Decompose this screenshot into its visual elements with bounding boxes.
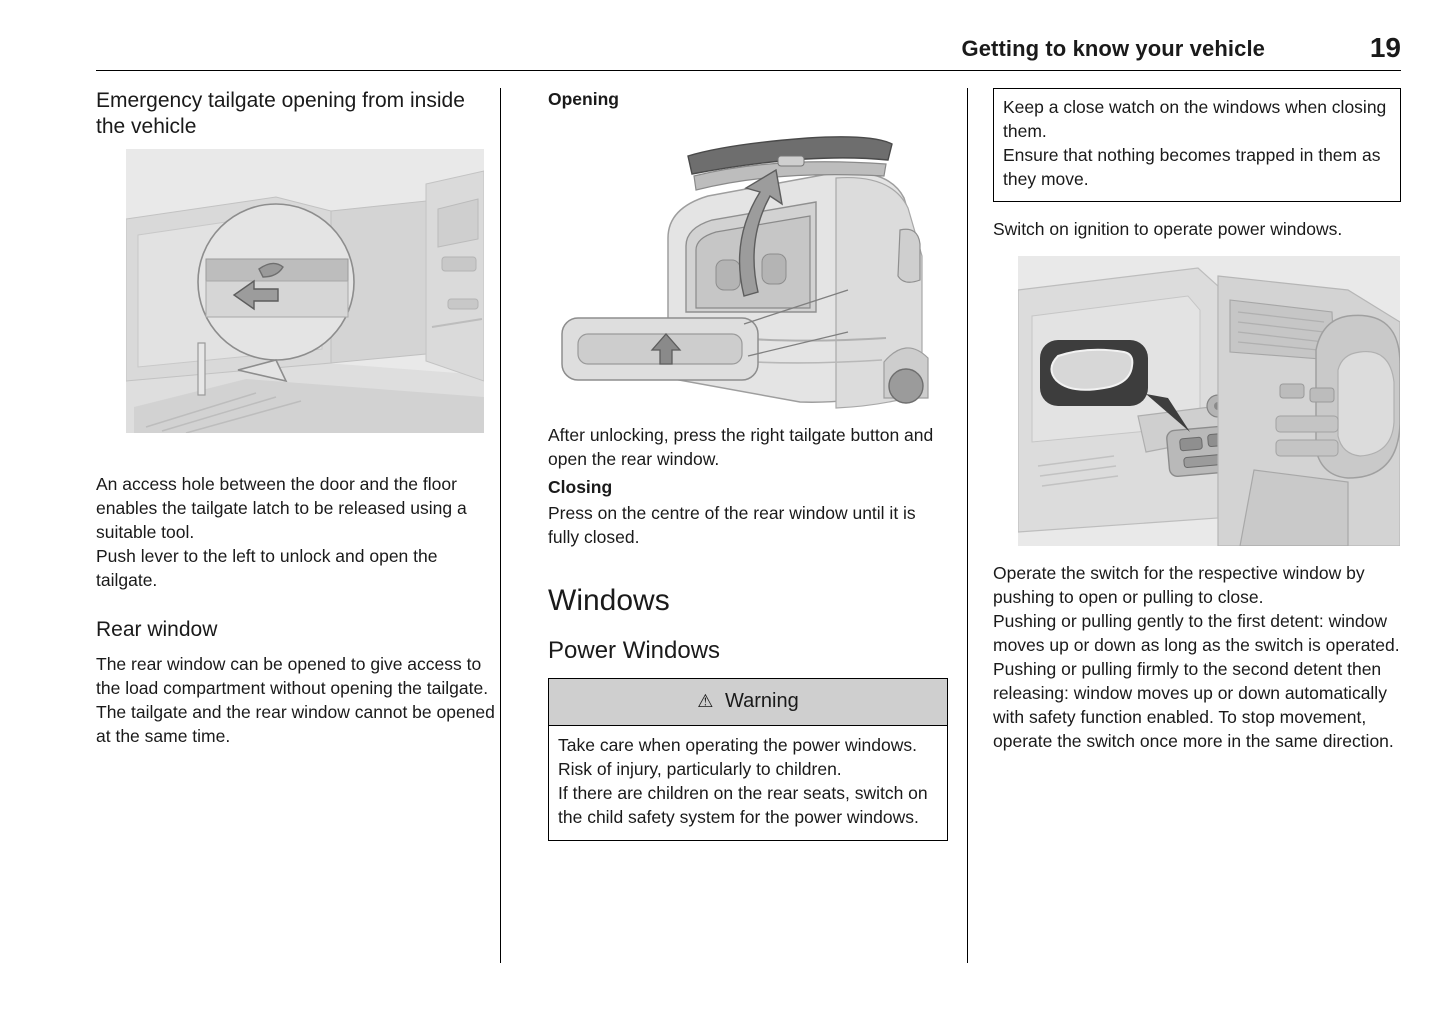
rear-window-opening-illustration-svg	[548, 118, 948, 418]
warning-body	[549, 726, 947, 840]
section-heading-emergency-tailgate: Emergency tailgate opening from inside the vehicle	[96, 89, 465, 138]
paragraph-after-unlocking: After unlocking, press the right tailgate button and open the rear window.	[548, 424, 934, 469]
tailgate-interior-illustration-svg	[126, 149, 484, 433]
subheading-opening: Opening	[548, 89, 619, 109]
warning-paragraph-1: Take care when operating the power windows. Risk of injury, particularly to children.	[558, 735, 917, 780]
page-number: 19	[1369, 32, 1401, 63]
figure-power-window-switch	[1018, 256, 1400, 546]
paragraph-push-lever: Push lever to the left to unlock and open the tailgate.	[96, 546, 438, 591]
paragraph-operate-switch: Operate the switch for the respective window by pushing to open or pulling to close.	[993, 562, 1365, 607]
page-title: Getting to know your vehicle	[961, 36, 1265, 61]
note-line-2: Ensure that nothing becomes trapped in them as they move.	[1003, 144, 1381, 189]
figure-rear-window-opening	[548, 118, 948, 418]
warning-title: Warning	[724, 689, 799, 712]
warning-title-bar	[549, 679, 947, 726]
figure-tailgate-interior	[126, 149, 484, 433]
paragraph-closing: Press on the centre of the rear window until it is fully closed.	[548, 502, 916, 547]
note-line-1: Keep a close watch on the windows when closing them.	[1003, 97, 1387, 141]
column-2	[548, 88, 948, 841]
warning-box	[548, 678, 948, 841]
paragraph-switch-on-ignition: Switch on ignition to operate power windows.	[993, 218, 1343, 239]
power-window-switch-illustration-svg	[1018, 256, 1400, 546]
column-divider-1	[500, 88, 501, 963]
paragraph-rear-window: The rear window can be opened to give access to the load compartment without opening the tailgate. The tailgate and the rear window cannot be opened at the same time.	[96, 653, 495, 746]
header-divider	[96, 70, 1401, 71]
paragraph-second-detent: Pushing or pulling firmly to the second detent then releasing: window moves up or down automatically with safety function enabled. To stop movement, operate the switch once more in the same direction.	[993, 658, 1394, 751]
warning-paragraph-2: If there are children on the rear seats, switch on the child safety system for the power windows.	[558, 783, 928, 828]
subheading-closing: Closing	[548, 476, 613, 497]
heading-power-windows: Power Windows	[548, 636, 721, 664]
column-1	[96, 88, 496, 749]
warning-triangle-icon: ⚠	[697, 690, 714, 711]
heading-windows: Windows	[548, 583, 670, 617]
column-3	[993, 88, 1401, 754]
section-heading-rear-window: Rear window	[96, 618, 218, 642]
paragraph-first-detent: Pushing or pulling gently to the first detent: window moves up or down as long as the switch is operated.	[993, 610, 1400, 655]
note-box	[993, 88, 1401, 202]
column-divider-2	[967, 88, 968, 963]
paragraph-access-hole: An access hole between the door and the floor enables the tailgate latch to be released using a suitable tool.	[96, 474, 467, 543]
page-header	[96, 32, 1401, 72]
